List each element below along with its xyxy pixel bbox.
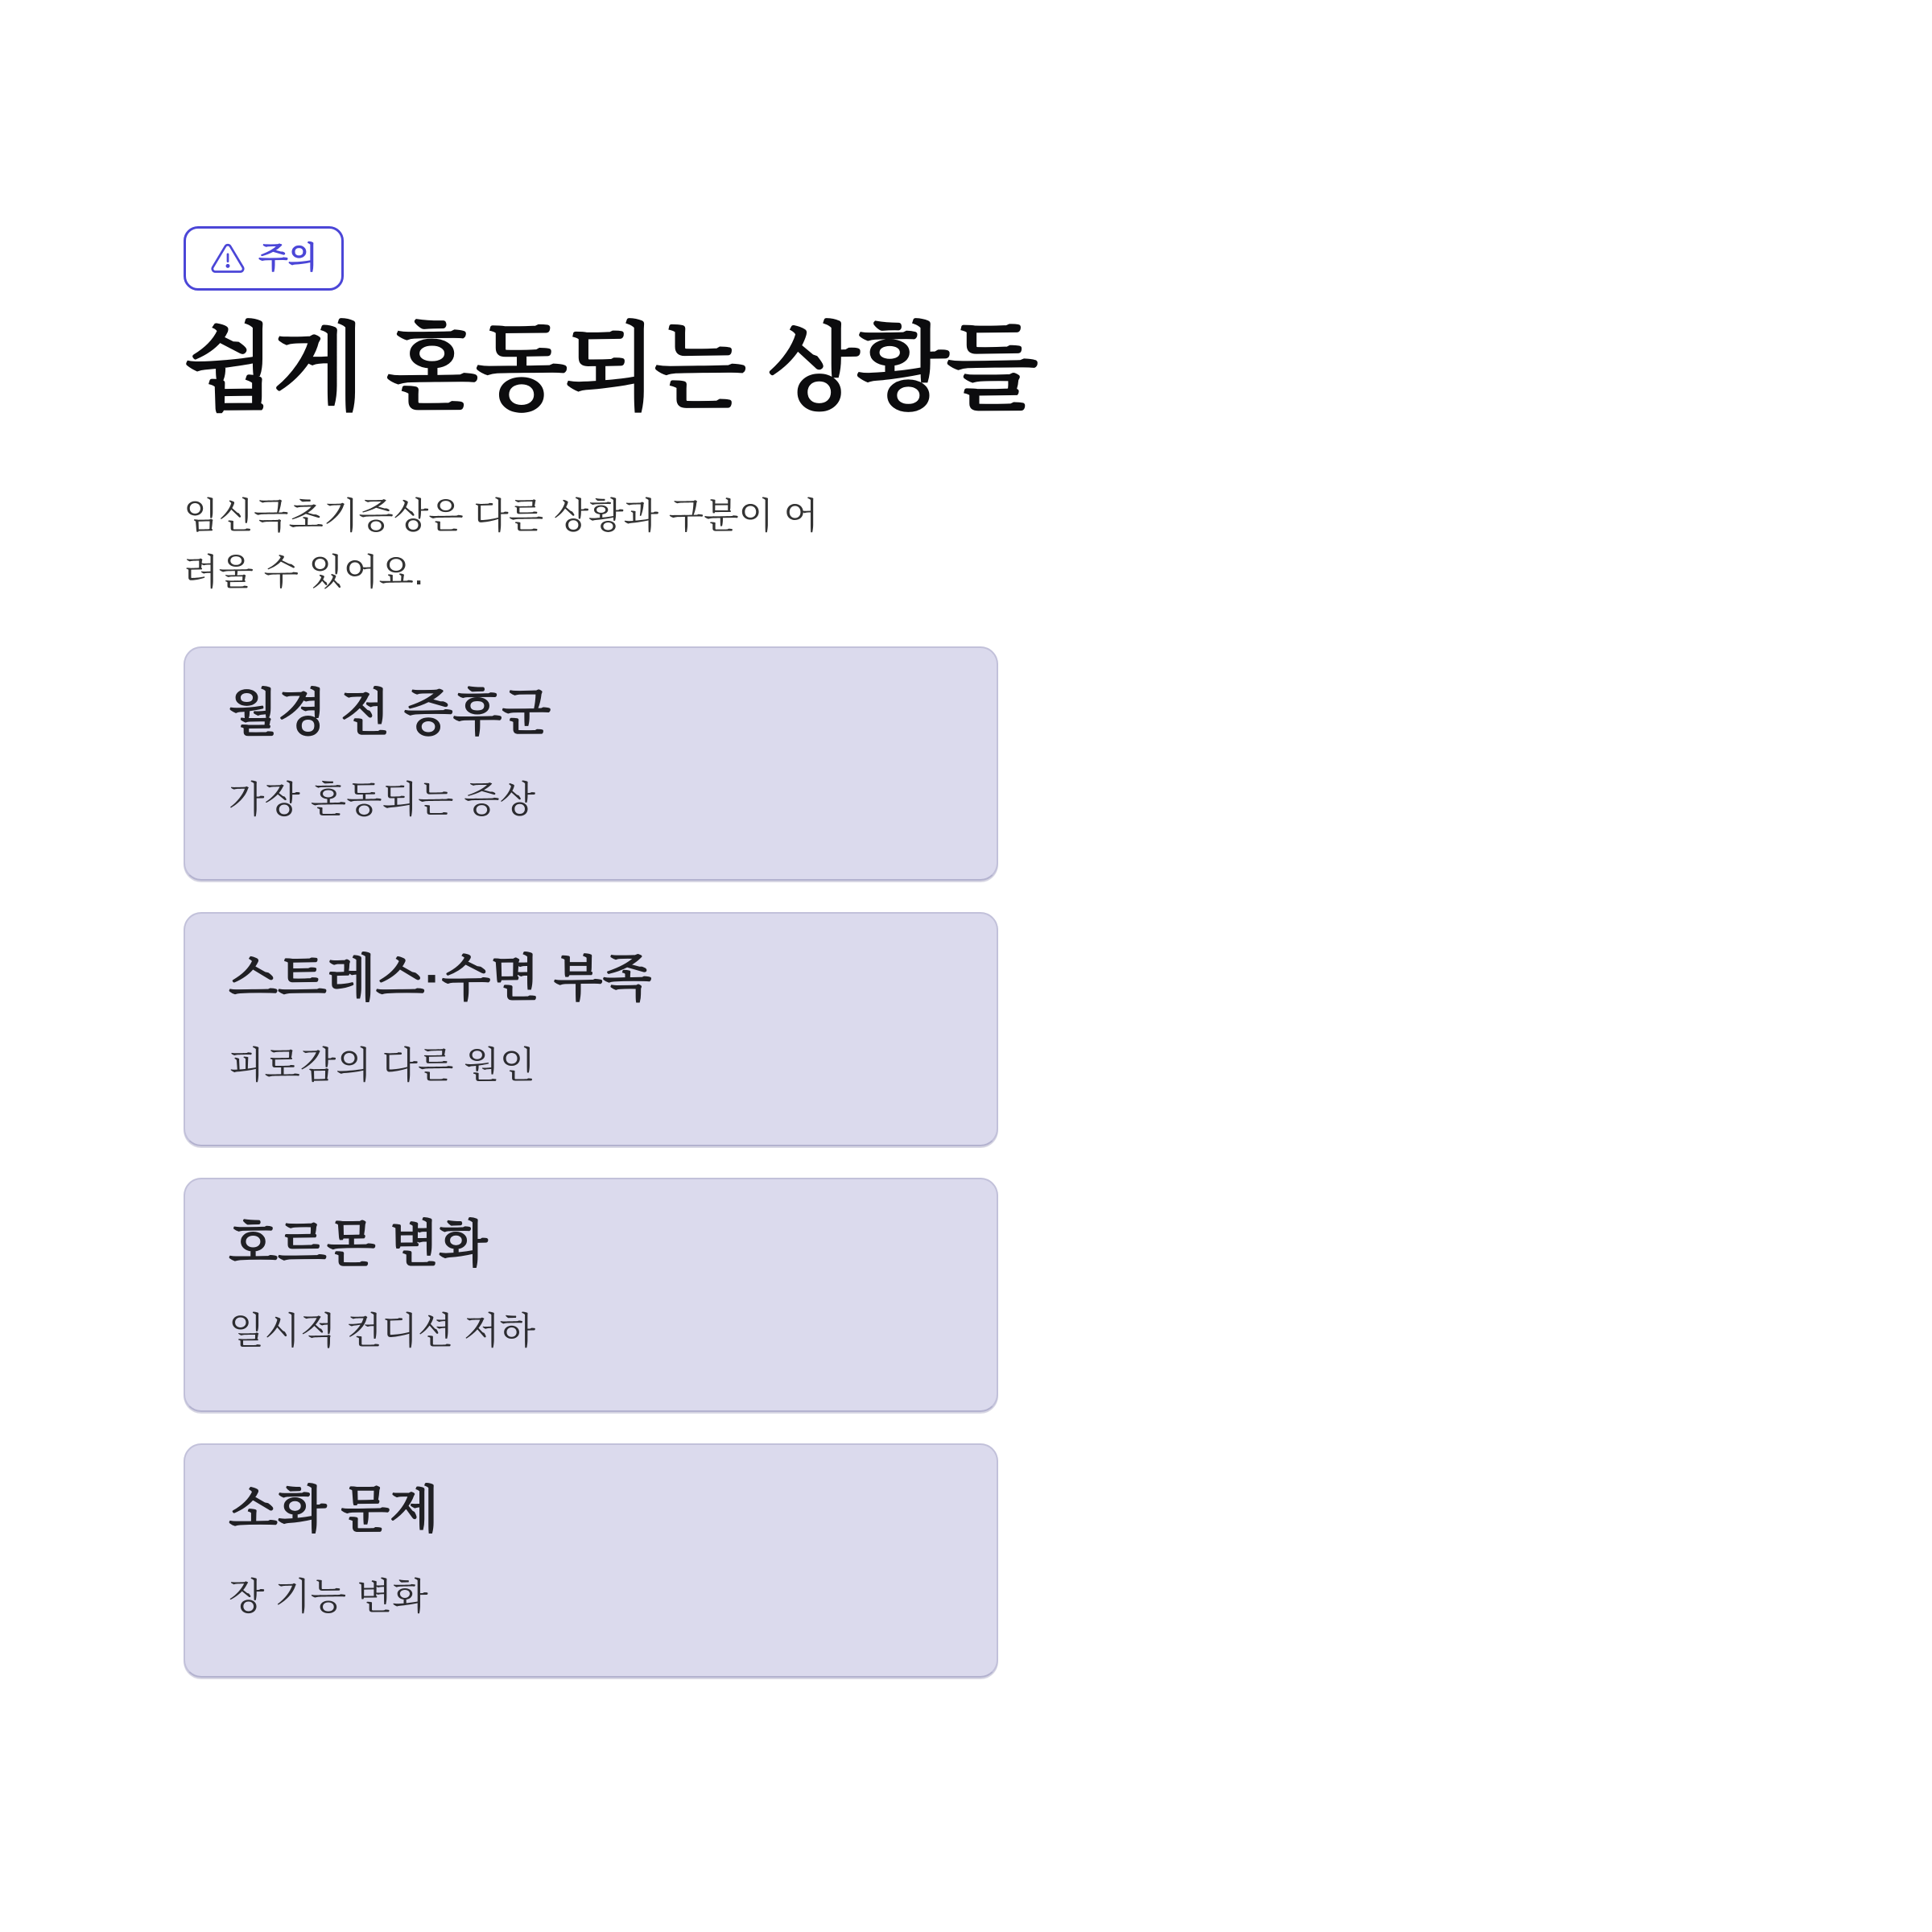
card-subtitle: 일시적 컨디션 저하 (229, 1309, 536, 1352)
caution-badge-label: 주의 (258, 242, 318, 275)
warning-triangle-icon (210, 241, 246, 276)
card-subtitle: 가장 혼동되는 증상 (229, 778, 536, 820)
content-column (184, 226, 1036, 1678)
card-pms (184, 646, 998, 881)
card-stress-sleep (184, 912, 998, 1146)
card-title: 호르몬 변화 (229, 1216, 488, 1273)
card-hormone-change (184, 1178, 998, 1412)
page-title: 쉽게 혼동되는 상황들 (184, 316, 1036, 422)
card-digestive-issue (184, 1443, 998, 1678)
card-subtitle: 피로감의 다른 원인 (229, 1043, 536, 1086)
card-subtitle: 장 기능 변화 (229, 1575, 428, 1617)
card-list (184, 646, 998, 1678)
card-title: 소화 문제 (229, 1481, 439, 1538)
card-title: 스트레스·수면 부족 (229, 950, 652, 1007)
caution-badge (184, 226, 344, 291)
intro-text: 임신극초기증상은 다른 상황과 구분이 어려울 수 있어요. (184, 494, 819, 592)
card-title: 월경 전 증후군 (229, 684, 551, 741)
